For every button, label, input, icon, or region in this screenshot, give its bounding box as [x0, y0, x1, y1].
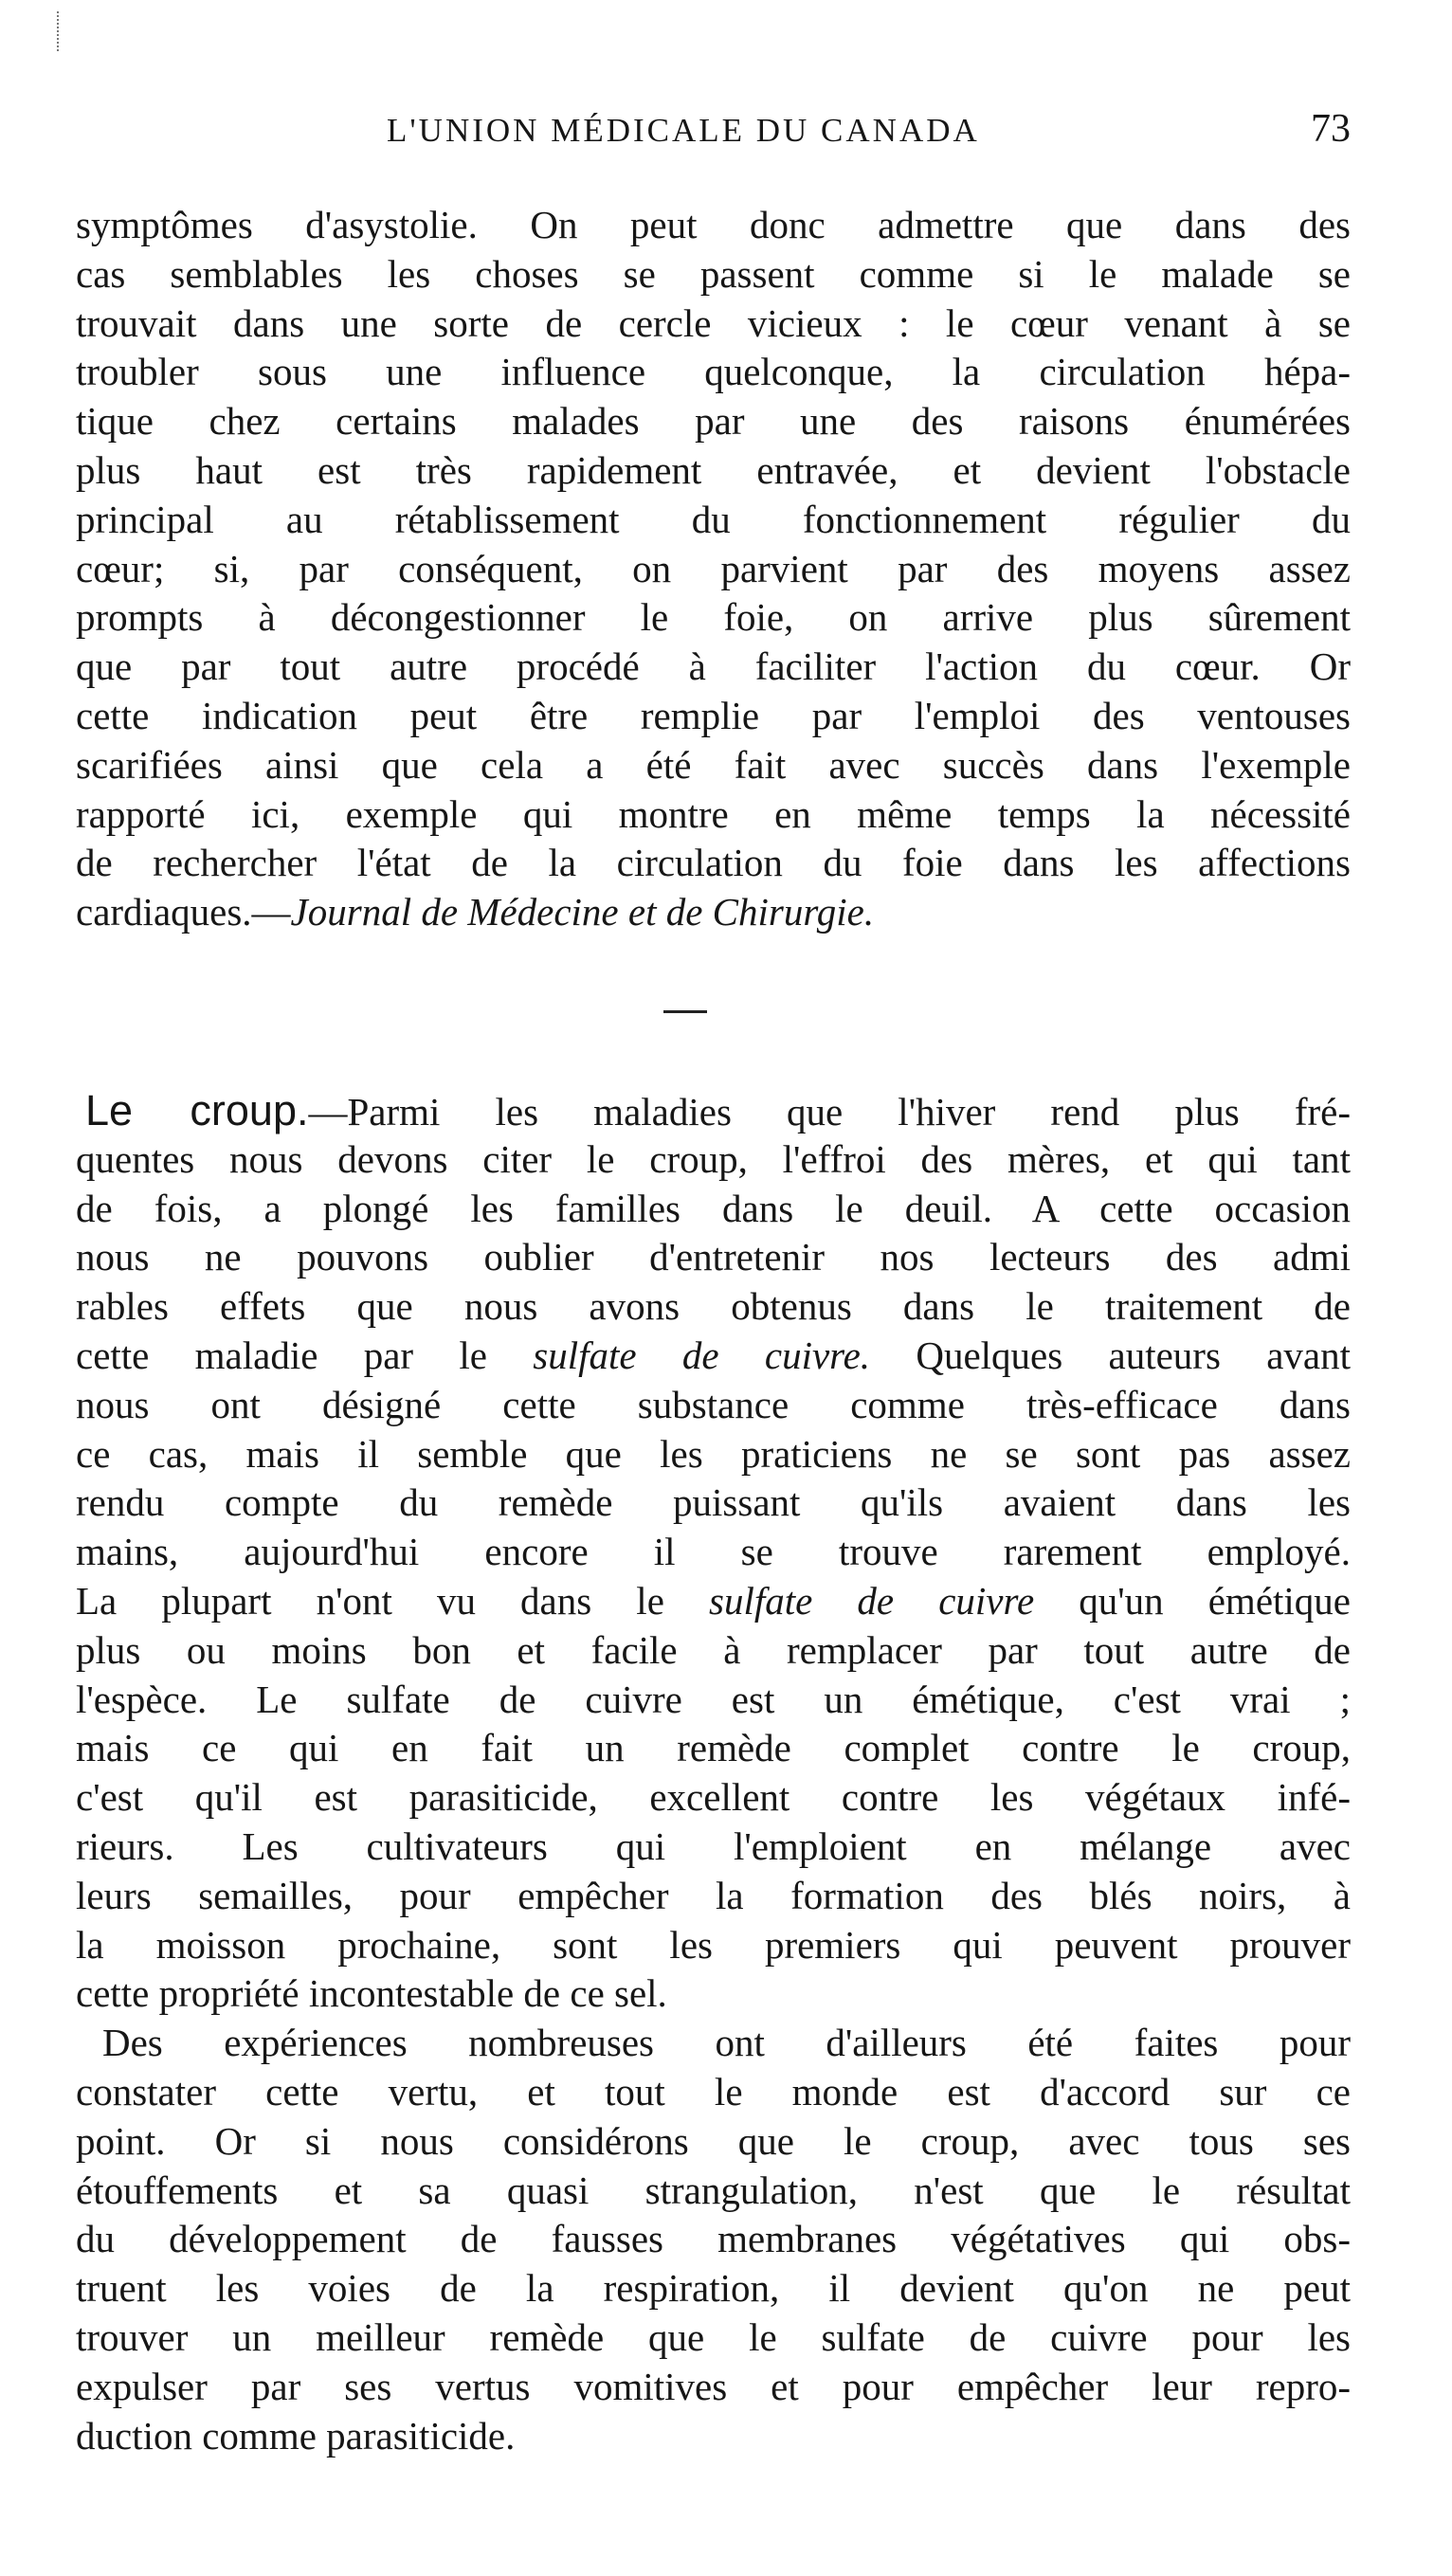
text-line-emphasis [76, 1332, 1351, 1381]
text-line: c'est qu'il est parasiticide, excellent contre les végétaux infé- [76, 1775, 1351, 1820]
text-line-lead [76, 1086, 1351, 1135]
scan-artifact [57, 11, 62, 51]
text-line: trouvait dans une sorte de cercle vicieux : le cœur venant à se [76, 300, 1351, 345]
text-line: ce cas, mais il semble que les praticiens ne se sont pas assez [76, 1431, 1351, 1476]
running-header [76, 107, 1351, 169]
article-asystolie [76, 201, 1351, 937]
text-fragment: cette maladie par le [76, 1333, 534, 1377]
text-line-source [76, 888, 1351, 937]
text-line: tique chez certains malades par une des raisons énumérées [76, 399, 1351, 444]
text-line-emphasis [76, 1577, 1351, 1626]
journal-title: L'UNION MÉDICALE DU CANADA [387, 112, 980, 149]
section-separator [663, 1010, 707, 1013]
text-line: quentes nous devons citer le croup, l'effroi des mères, et qui tant [76, 1136, 1351, 1181]
text-line: symptômes d'asystolie. On peut donc admettre que dans des [76, 203, 1351, 246]
text-line: que par tout autre procédé à faciliter l'action du cœur. Or [76, 644, 1351, 689]
text-line: rapporté ici, exemple qui montre en même temps la nécessité [76, 791, 1351, 836]
text-line: plus ou moins bon et facile à remplacer par tout autre de [76, 1627, 1351, 1672]
text-fragment: cardiaques.— [76, 890, 291, 934]
text-line: rendu compte du remède puissant qu'ils avaient dans les [76, 1480, 1351, 1525]
text-line: la moisson prochaine, sont les premiers qui peuvent prouver [76, 1922, 1351, 1967]
text-line: constater cette vertu, et tout le monde est d'accord sur ce [76, 2069, 1351, 2113]
text-line: nous ne pouvons oublier d'entretenir nos lecteurs des admi [76, 1235, 1351, 1279]
text-line: de fois, a plongé les familles dans le deuil. A cette occasion [76, 1186, 1351, 1230]
text-line: de rechercher l'état de la circulation du foie dans les affections [76, 841, 1351, 885]
text-fragment: Quelques auteurs avant [870, 1333, 1351, 1377]
article-lead-title: Le croup. [85, 1086, 309, 1134]
text-line: plus haut est très rapidement entravée, et devient l'obstacle [76, 447, 1351, 492]
text-line: rables effets que nous avons obtenus dans le traitement de [76, 1284, 1351, 1329]
page-number: 73 [1311, 107, 1351, 151]
text-line: leurs semailles, pour empêcher la formation des blés noirs, à [76, 1873, 1351, 1917]
text-line: cas semblables les choses se passent comme si le malade se [76, 251, 1351, 296]
text-line: expulser par ses vertus vomitives et pour empêcher leur repro- [76, 2364, 1351, 2408]
emphasis-term: sulfate de cuivre [709, 1578, 1035, 1623]
text-line: Des expériences nombreuses ont d'ailleurs été faites pour [102, 2021, 1351, 2065]
text-line: cette indication peut être remplie par l'emploi des ventouses [76, 693, 1351, 737]
text-line: l'espèce. Le sulfate de cuivre est un émétique, c'est vrai ; [76, 1677, 1351, 1721]
text-line: point. Or si nous considérons que le croup, avec tous ses [76, 2118, 1351, 2163]
text-line: duction comme parasiticide. [76, 2413, 516, 2458]
text-line: mains, aujourd'hui encore il se trouve rarement employé. [76, 1530, 1351, 1574]
text-line: trouver un meilleur remède que le sulfate de cuivre pour les [76, 2314, 1351, 2359]
text-line: scarifiées ainsi que cela a été fait avec succès dans l'exemple [76, 742, 1351, 787]
text-line: mais ce qui en fait un remède complet contre le croup, [76, 1726, 1351, 1770]
text-line: cette propriété incontestable de ce sel. [76, 1971, 667, 2016]
text-fragment: —Parmi les maladies que l'hiver rend plus fré- [308, 1090, 1351, 1134]
text-line: prompts à décongestionner le foie, on arrive plus sûrement [76, 595, 1351, 640]
source-citation: Journal de Médecine et de Chirurgie. [290, 890, 875, 934]
text-fragment: qu'un émétique [1034, 1578, 1351, 1623]
text-line: étouffements et sa quasi strangulation, n'est que le résultat [76, 2168, 1351, 2212]
text-line: principal au rétablissement du fonctionnement régulier du [76, 497, 1351, 541]
text-line: du développement de fausses membranes végétatives qui obs- [76, 2217, 1351, 2261]
text-fragment: La plupart n'ont vu dans le [76, 1578, 709, 1623]
article-croup [76, 1086, 1351, 2460]
text-line: cœur; si, par conséquent, on parvient par des moyens assez [76, 546, 1351, 590]
text-line: truent les voies de la respiration, il devient qu'on ne peut [76, 2266, 1351, 2311]
text-line: rieurs. Les cultivateurs qui l'emploient en mélange avec [76, 1823, 1351, 1868]
text-line: nous ont désigné cette substance comme très-efficace dans [76, 1382, 1351, 1426]
emphasis-term: sulfate de cuivre. [533, 1333, 871, 1377]
text-line: troubler sous une influence quelconque, la circulation hépa- [76, 350, 1351, 394]
